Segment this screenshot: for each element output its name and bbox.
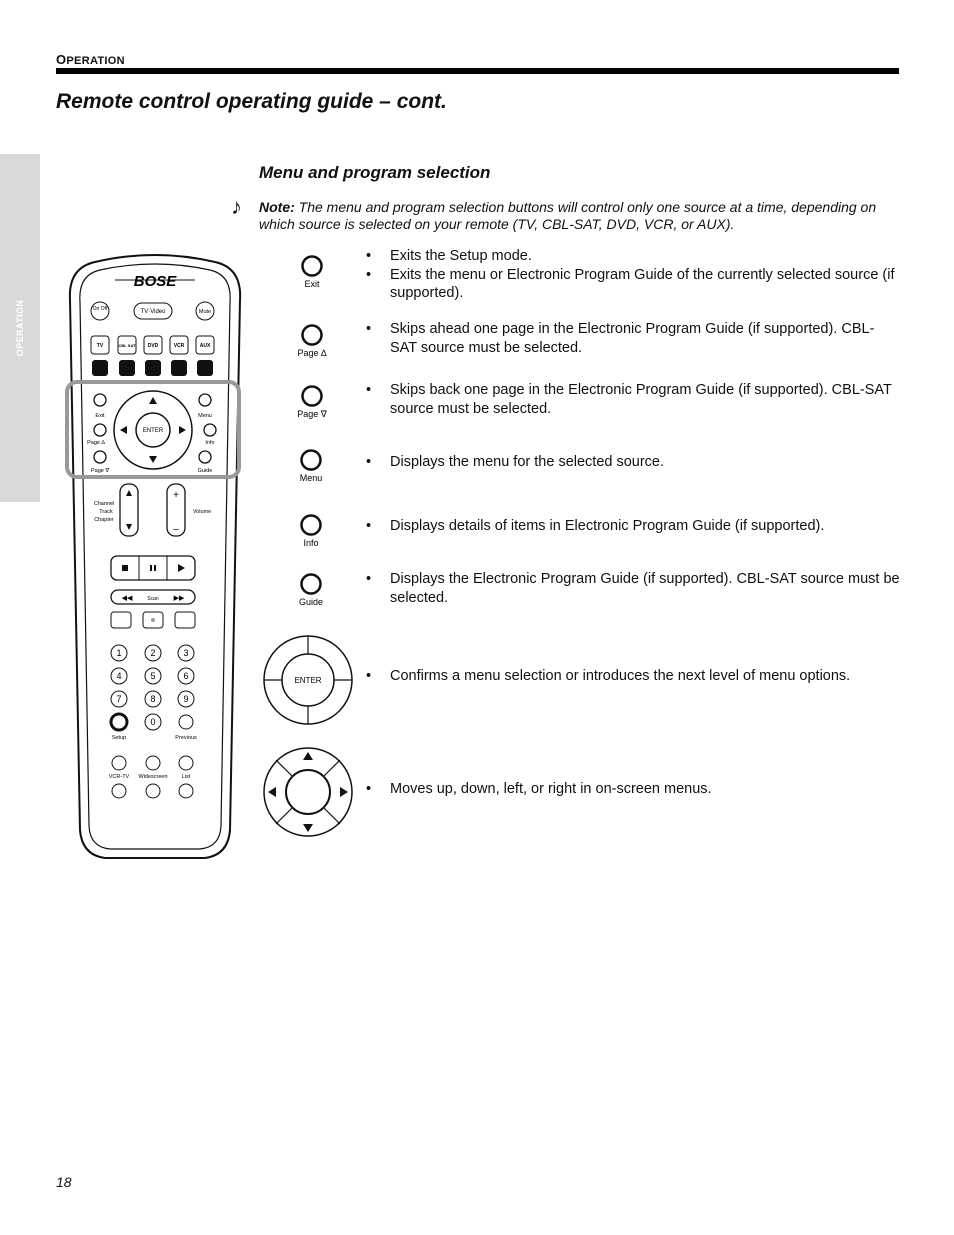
svg-text:2: 2 (150, 648, 156, 658)
list-item: • Exits the Setup mode. (366, 247, 901, 266)
note-label: Note: (259, 199, 295, 215)
subsection-title: Menu and program selection (259, 163, 491, 182)
svg-text:Setup: Setup (111, 735, 127, 741)
svg-text:VCR: VCR (173, 343, 185, 349)
remote-brand-logo: BOSE (133, 273, 177, 290)
svg-text:Page ∇: Page ∇ (297, 409, 327, 419)
page-up-button-icon (295, 322, 329, 360)
exit-button-icon (295, 253, 329, 291)
svg-text:Page ∇: Page ∇ (90, 468, 110, 474)
page-number: 18 (56, 1174, 72, 1190)
remote-illustration (60, 250, 250, 870)
list-item: • Moves up, down, left, or right in on-screen menus. (366, 780, 901, 799)
side-tab-label: OPERATION (15, 299, 25, 357)
menu-button-icon (294, 447, 328, 485)
svg-text:3: 3 (183, 648, 189, 658)
info-description (366, 517, 901, 536)
svg-text:List: List (181, 774, 191, 780)
svg-text:4: 4 (116, 671, 122, 681)
list-item: • Skips ahead one page in the Electronic Program Guide (if supported). CBL-SAT source must be selected. (366, 320, 901, 357)
remote-transport (111, 556, 195, 628)
svg-text:0: 0 (150, 717, 156, 727)
svg-text:Track: Track (99, 509, 113, 515)
svg-text:Menu: Menu (198, 413, 212, 419)
svg-text:–: – (173, 524, 179, 535)
svg-text:Widescreen: Widescreen (138, 774, 168, 780)
svg-text:ENTER: ENTER (142, 428, 164, 434)
list-item: • Skips back one page in the Electronic Program Guide (if supported). CBL-SAT source must be selected. (366, 381, 901, 418)
header-rule (56, 68, 899, 74)
list-item: • Displays details of items in Electronic Program Guide (if supported). (366, 517, 901, 536)
remote-number-pad (111, 645, 197, 741)
page-title: Remote control operating guide – cont. (56, 90, 447, 113)
svg-text:Guide: Guide (197, 468, 213, 474)
enter-description (366, 667, 901, 686)
note-text: The menu and program selection buttons will control only one source at a time, depending on which source is selected on your remote (TV, CBL-SAT, DVD, VCR, or AUX). (259, 199, 877, 232)
guide-button-icon (294, 571, 328, 609)
svg-text:Volume: Volume (192, 509, 212, 515)
svg-text:+: + (173, 490, 179, 501)
svg-text:CBL SAT: CBL SAT (118, 343, 136, 348)
section-label: OPERATION (56, 52, 125, 67)
page-up-description (366, 320, 901, 357)
list-item: • Displays the menu for the selected source. (366, 453, 901, 472)
svg-text:Exit: Exit (304, 279, 320, 289)
svg-text:Info: Info (205, 440, 215, 446)
svg-text:TV: TV (96, 343, 104, 349)
menu-description (366, 453, 901, 472)
svg-text:On Off: On Off (92, 306, 108, 312)
svg-text:Guide: Guide (298, 597, 324, 607)
svg-text:7: 7 (116, 694, 122, 704)
svg-text:▶▶: ▶▶ (173, 595, 185, 602)
svg-text:DVD: DVD (147, 343, 159, 349)
arrow-keys-icon (262, 746, 354, 838)
enter-button-icon (262, 634, 354, 726)
svg-text:Page ∆: Page ∆ (87, 440, 105, 446)
svg-text:8: 8 (150, 694, 156, 704)
svg-text:VCR-TV: VCR-TV (108, 774, 130, 780)
guide-description (366, 570, 901, 607)
svg-text:Exit: Exit (95, 413, 105, 419)
arrows-description (366, 780, 901, 799)
page-down-button-icon (295, 383, 329, 421)
svg-text:◀◀: ◀◀ (121, 595, 133, 602)
svg-text:Chapter: Chapter (94, 517, 114, 523)
svg-text:1: 1 (116, 648, 122, 658)
svg-text:6: 6 (183, 671, 189, 681)
svg-text:Scan: Scan (147, 596, 159, 602)
svg-text:Menu: Menu (299, 473, 323, 483)
svg-text:AUX: AUX (199, 343, 211, 349)
list-item: • Displays the Electronic Program Guide (if supported). CBL-SAT source must be selected. (366, 570, 901, 607)
side-tab (0, 154, 40, 502)
svg-text:TV·Video: TV·Video (140, 309, 166, 315)
svg-text:ENTER: ENTER (294, 676, 322, 685)
svg-text:9: 9 (183, 694, 189, 704)
list-item: • Exits the menu or Electronic Program Guide of the currently selected source (if supported). (366, 266, 901, 303)
exit-description (366, 247, 901, 303)
svg-text:Info: Info (303, 538, 319, 548)
svg-text:Channel: Channel (93, 501, 115, 507)
svg-text:Page ∆: Page ∆ (297, 348, 327, 358)
music-note-icon: ♪ (231, 194, 242, 219)
info-button-icon (294, 512, 328, 550)
list-item: • Confirms a menu selection or introduces the next level of menu options. (366, 667, 901, 686)
svg-text:5: 5 (150, 671, 156, 681)
svg-text:Mute: Mute (198, 309, 212, 315)
page-down-description (366, 381, 901, 418)
note (259, 199, 899, 233)
svg-text:Previous: Previous (175, 735, 197, 741)
